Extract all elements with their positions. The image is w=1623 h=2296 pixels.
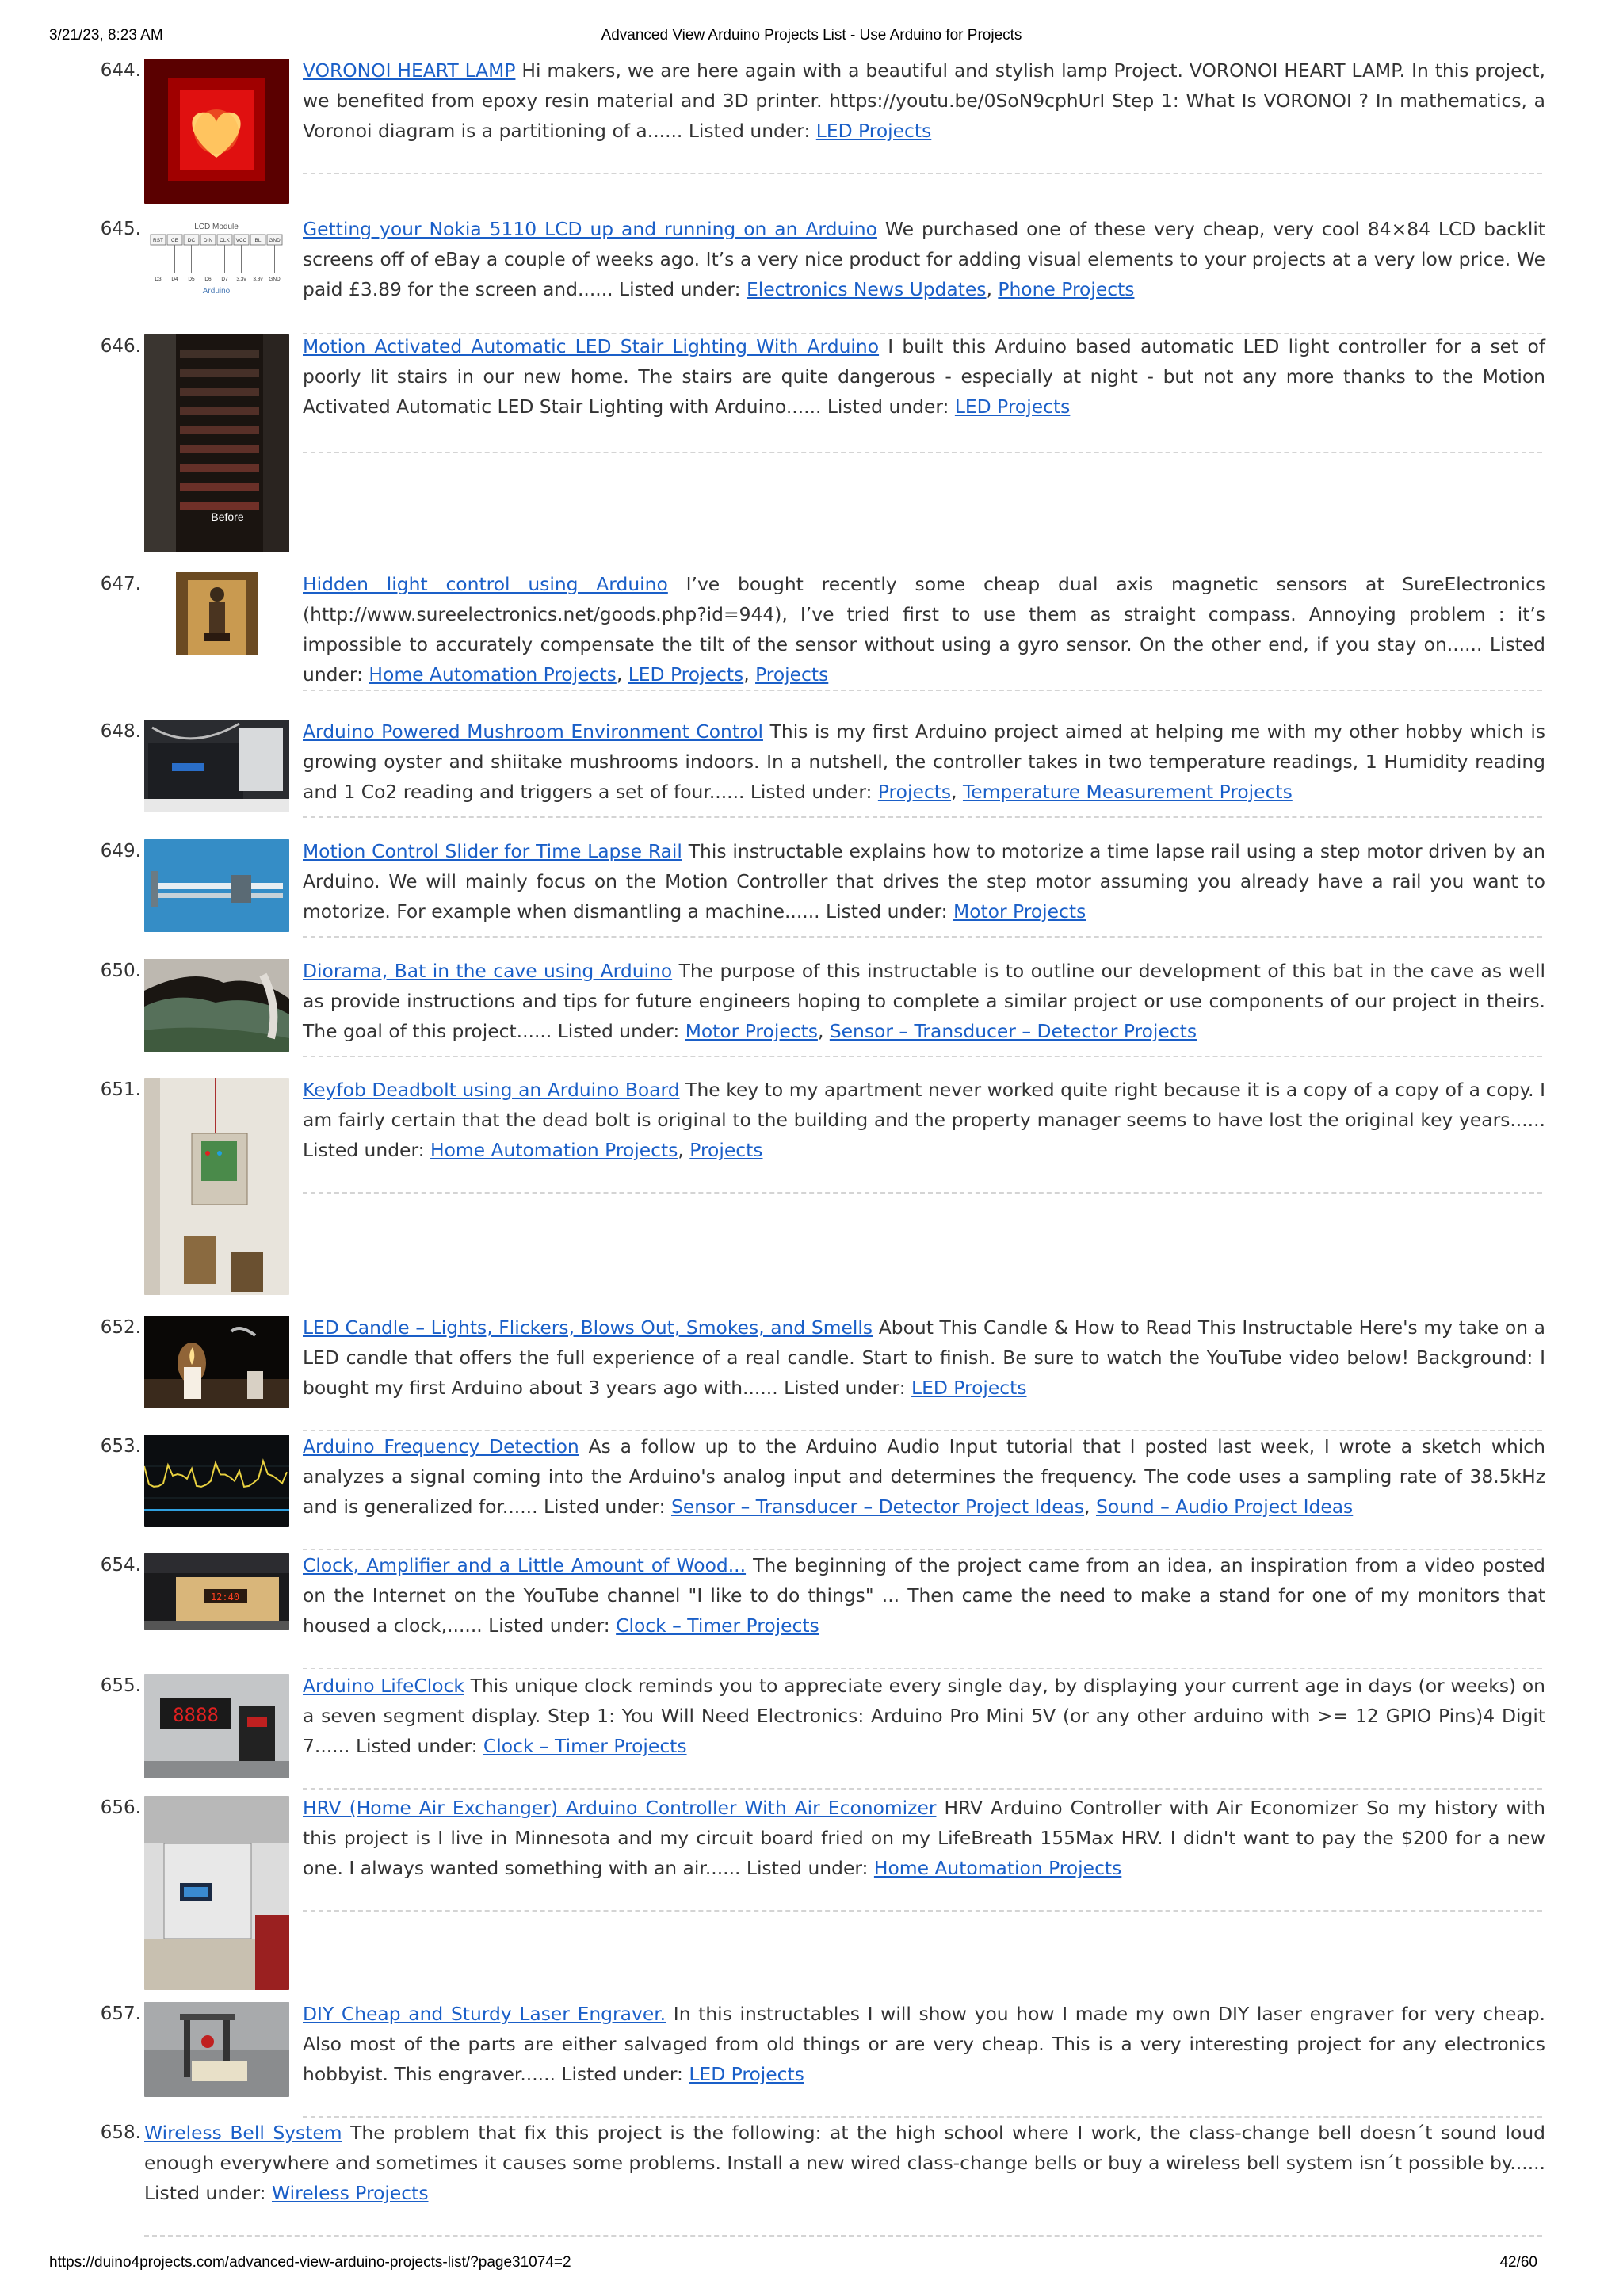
- item-text: [303, 1999, 1545, 2089]
- category-link[interactable]: LED Projects: [954, 395, 1071, 418]
- item-separator: [303, 1910, 1542, 1912]
- print-url: https://duino4projects.com/advanced-view-arduino-projects-list/?page31074=2: [49, 2254, 571, 2271]
- project-description: The purpose of this instructable is to outline our development of this bat in the cave as well as provide instructions and tips for future engineers hoping to complete a similar project or use components of our project in theirs. The goal of this project......: [303, 960, 1545, 1042]
- item-text: [303, 569, 1545, 690]
- item-number: 645.: [100, 219, 141, 239]
- project-thumbnail[interactable]: [144, 2002, 289, 2097]
- item-separator: [144, 2235, 1542, 2237]
- project-description: We purchased one of these very cheap, very cool 84×84 LCD backlit screens off of eBay a couple of weeks ago. It’s a very nice product for adding visual elements to your projects at a very low price. We paid £3.89 for the screen and......: [303, 218, 1545, 300]
- item-number: 653.: [100, 1436, 141, 1457]
- svg-text:12:40: 12:40: [210, 1591, 240, 1603]
- item-text: [303, 956, 1545, 1046]
- category-link[interactable]: LED Projects: [689, 2063, 804, 2085]
- item-separator: [303, 1192, 1542, 1194]
- project-description: As a follow up to the Arduino Audio Input tutorial that I posted last week, I wrote a sketch which analyzes a signal coming into the Arduino's analog input and determines the frequency. The code uses a sampling rate of 38.5kHz and is generalized for......: [303, 1435, 1545, 1518]
- svg-text:8888: 8888: [173, 1704, 219, 1726]
- item-text: [303, 1312, 1545, 1403]
- thumb-caption: Before: [211, 510, 244, 523]
- category-separator: ,: [986, 278, 999, 300]
- project-title-link[interactable]: Arduino Powered Mushroom Environment Control: [303, 720, 763, 743]
- svg-text:CE: CE: [170, 238, 179, 243]
- project-description: I’ve bought recently some cheap dual axis magnetic sensors at SureElectronics (http://www.sureelectronics.net/goods.php?id=944), I’ve tried first to use them as straight compass. Annoying problem : it’s impossible to accurately compensate the tilt of the sensor without using a gyro sensor. On the other end, if you stay on......: [303, 573, 1545, 655]
- category-separator: ,: [678, 1139, 690, 1161]
- item-text: [303, 716, 1545, 807]
- item-number: 657.: [100, 2004, 141, 2024]
- item-number: 650.: [100, 961, 141, 981]
- item-number: 646.: [100, 336, 141, 357]
- item-text: [144, 2118, 1545, 2208]
- category-link[interactable]: Sensor – Transducer – Detector Project Ideas: [670, 1496, 1085, 1518]
- item-separator: [303, 452, 1542, 453]
- svg-text:DIN: DIN: [203, 238, 213, 243]
- category-separator: ,: [951, 781, 963, 803]
- svg-text:D4: D4: [171, 277, 178, 282]
- project-title-link[interactable]: Hidden light control using Arduino: [303, 573, 668, 595]
- category-link[interactable]: Projects: [689, 1139, 763, 1161]
- print-page-number: 42/60: [1499, 2254, 1537, 2271]
- svg-text:3.3v: 3.3v: [236, 277, 246, 282]
- project-title-link[interactable]: Keyfob Deadbolt using an Arduino Board: [303, 1079, 680, 1101]
- listed-under-label: Listed under:: [488, 1614, 617, 1637]
- project-title-link[interactable]: Diorama, Bat in the cave using Arduino: [303, 960, 673, 982]
- svg-text:VCC: VCC: [235, 238, 247, 243]
- item-text: [303, 331, 1545, 422]
- project-title-link[interactable]: HRV (Home Air Exchanger) Arduino Controller With Air Economizer: [303, 1797, 937, 1819]
- project-description: I built this Arduino based automatic LED light controller for a set of poorly lit stairs in our new home. The stairs are quite dangerous - especially at night - but not any more thanks to the Motion Activated Automatic LED Stair Lighting with Arduino......: [303, 335, 1545, 418]
- item-separator: [303, 1056, 1542, 1057]
- category-separator: ,: [817, 1020, 830, 1042]
- listed-under-label: Listed under:: [619, 278, 747, 300]
- project-title-link[interactable]: Wireless Bell System: [144, 2122, 342, 2144]
- svg-text:GND: GND: [269, 277, 281, 282]
- project-thumbnail[interactable]: [144, 1674, 289, 1778]
- category-link[interactable]: Projects: [877, 781, 952, 803]
- item-number: 648.: [100, 721, 141, 742]
- project-description: This instructable explains how to motorize a time lapse rail using a step motor driven by an Arduino. We will mainly focus on the Motion Controller that drives the step motor assuming you already have a rail you want to motorize. For example when dismantling a machine......: [303, 840, 1545, 923]
- item-separator: [303, 1788, 1542, 1790]
- project-title-link[interactable]: LED Candle – Lights, Flickers, Blows Out, Smokes, and Smells: [303, 1316, 873, 1339]
- project-description: Hi makers, we are here again with a beautiful and stylish lamp Project. VORONOI HEART LAMP. In this project, we benefited from epoxy resin material and 3D printer. https://youtu.be/0SoN9cphUrI Step 1: What Is VORONOI ? In mathematics, a Voronoi diagram is a partitioning of a......: [303, 59, 1545, 142]
- svg-text:3.3v: 3.3v: [253, 277, 263, 282]
- listed-under-label: Listed under:: [826, 900, 954, 923]
- category-link[interactable]: Motor Projects: [953, 900, 1086, 923]
- category-link[interactable]: Electronics News Updates: [747, 278, 987, 300]
- category-separator: ,: [1084, 1496, 1096, 1518]
- item-number: 654.: [100, 1555, 141, 1576]
- project-thumbnail[interactable]: [144, 839, 289, 932]
- project-title-link[interactable]: Motion Control Slider for Time Lapse Rail: [303, 840, 682, 862]
- listed-under-label: Listed under:: [543, 1496, 671, 1518]
- category-link[interactable]: Home Automation Projects: [873, 1857, 1122, 1879]
- item-text: [303, 55, 1545, 146]
- listed-under-label: Listed under:: [303, 633, 1545, 686]
- listed-under-label: Listed under:: [144, 2182, 272, 2204]
- category-link[interactable]: Projects: [755, 663, 829, 686]
- project-description: This is my first Arduino project aimed at helping me with my other hobby which is growing oyster and shiitake mushrooms indoors. In a nutshell, the controller takes in two temperature readings, 1 Humidity reading and 1 Co2 reading and triggers a set of four......: [303, 720, 1546, 803]
- svg-text:Arduino: Arduino: [202, 287, 231, 296]
- item-text: [303, 1793, 1545, 1883]
- listed-under-label: Listed under:: [827, 395, 955, 418]
- category-link[interactable]: Home Automation Projects: [430, 1139, 678, 1161]
- category-link[interactable]: Clock – Timer Projects: [616, 1614, 819, 1637]
- item-text: [303, 214, 1545, 304]
- listed-under-label: Listed under:: [561, 2063, 689, 2085]
- listed-under-label: Listed under:: [784, 1377, 912, 1399]
- project-description: The problem that fix this project is the following: at the high school where I work, the class-change bell doesn´t sound loud enough everywhere and sometimes it causes some problems. Install a new wired class-change bells or buy a wireless bell system isn´t possible by......: [144, 2122, 1545, 2174]
- listed-under-label: Listed under:: [303, 1139, 430, 1161]
- svg-text:LCD Module: LCD Module: [194, 223, 239, 231]
- project-title-link[interactable]: Motion Activated Automatic LED Stair Lighting With Arduino: [303, 335, 880, 357]
- item-separator: [303, 173, 1542, 174]
- svg-text:D6: D6: [204, 277, 212, 282]
- project-thumbnail[interactable]: [144, 59, 289, 204]
- category-link[interactable]: Clock – Timer Projects: [483, 1735, 687, 1757]
- item-number: 647.: [100, 574, 141, 594]
- listed-under-label: Listed under:: [746, 1857, 874, 1879]
- item-text: [303, 1431, 1545, 1522]
- item-separator: [303, 816, 1542, 818]
- project-thumbnail[interactable]: [144, 572, 289, 655]
- category-link[interactable]: LED Projects: [628, 663, 744, 686]
- project-description: This unique clock reminds you to appreciate every single day, by displaying your current age in days (or weeks) on a seven segment display. Step 1: You Will Need Electronics: Arduino Pro Mini 5V (or any other arduino with >= 12 GPIO Pins)4 Digit 7......: [303, 1675, 1545, 1757]
- listed-under-label: Listed under:: [557, 1020, 685, 1042]
- project-title-link[interactable]: VORONOI HEART LAMP: [303, 59, 516, 82]
- category-link[interactable]: Home Automation Projects: [369, 663, 617, 686]
- category-link[interactable]: Motor Projects: [685, 1020, 818, 1042]
- category-link[interactable]: LED Projects: [815, 120, 932, 142]
- project-thumbnail[interactable]: [144, 217, 289, 304]
- project-thumbnail[interactable]: [144, 1316, 289, 1408]
- project-thumbnail[interactable]: [144, 1435, 289, 1527]
- category-link[interactable]: Sound – Audio Project Ideas: [1095, 1496, 1354, 1518]
- item-number: 651.: [100, 1079, 141, 1100]
- category-link[interactable]: Wireless Projects: [271, 2182, 429, 2204]
- item-number: 655.: [100, 1675, 141, 1696]
- listed-under-label: Listed under:: [750, 781, 878, 803]
- listed-under-label: Listed under:: [355, 1735, 483, 1757]
- project-title-link[interactable]: Getting your Nokia 5110 LCD up and running on an Arduino: [303, 218, 877, 240]
- item-number: 656.: [100, 1797, 141, 1818]
- print-page-title: Advanced View Arduino Projects List - Use Arduino for Projects: [601, 27, 1022, 44]
- item-separator: [303, 1668, 1542, 1669]
- item-text: [303, 1075, 1545, 1165]
- project-description: The key to my apartment never worked quite right because it is a copy of a copy of a copy. I am fairly certain that the dead bolt is original to the building and the property manager seems to have lost the original key years......: [303, 1079, 1545, 1131]
- item-number: 652.: [100, 1317, 141, 1338]
- category-link[interactable]: Phone Projects: [998, 278, 1135, 300]
- item-text: [303, 836, 1545, 926]
- project-description: About This Candle & How to Read This Instructable Here's my take on a LED candle that offers the full experience of a real candle. Start to finish. Be sure to watch the YouTube video below! Background: I bought my first Arduino about 3 years ago with......: [303, 1316, 1545, 1399]
- svg-text:RST: RST: [153, 238, 163, 243]
- item-text: [303, 1671, 1545, 1761]
- project-thumbnail[interactable]: [144, 1078, 289, 1295]
- svg-text:DC: DC: [187, 238, 196, 243]
- project-thumbnail[interactable]: [144, 959, 289, 1052]
- item-number: 658.: [100, 2122, 141, 2143]
- print-footer: [0, 2254, 1623, 2286]
- item-separator: [303, 936, 1542, 938]
- category-link[interactable]: Temperature Measurement Projects: [962, 781, 1293, 803]
- svg-text:BL: BL: [254, 238, 262, 243]
- svg-text:D3: D3: [155, 277, 162, 282]
- project-title-link[interactable]: Arduino Frequency Detection: [303, 1435, 579, 1457]
- project-thumbnail[interactable]: [144, 720, 289, 812]
- project-title-link[interactable]: Clock, Amplifier and a Little Amount of Wood...: [303, 1554, 747, 1576]
- item-number: 649.: [100, 841, 141, 861]
- project-thumbnail[interactable]: [144, 1796, 289, 1990]
- print-datetime: 3/21/23, 8:23 AM: [49, 27, 163, 44]
- item-text: [303, 1550, 1545, 1641]
- project-title-link[interactable]: DIY Cheap and Sturdy Laser Engraver.: [303, 2003, 666, 2025]
- category-separator: ,: [616, 663, 628, 686]
- item-separator: [303, 690, 1542, 691]
- listed-under-label: Listed under:: [688, 120, 816, 142]
- category-separator: ,: [743, 663, 756, 686]
- svg-text:CLK: CLK: [220, 238, 230, 243]
- project-description: The beginning of the project came from an idea, an inspiration from a video posted on the Internet on the YouTube channel "I like to do things" ... Then came the need to make a stand for one of my monitors that housed a clock,......: [303, 1554, 1546, 1637]
- item-number: 644.: [100, 60, 141, 81]
- project-description: In this instructables I will show you how I made my own DIY laser engraver for very cheap. Also most of the parts are either salvaged from old things or are very cheap. This is a very interesting project for any electronics hobbyist. This engraver......: [303, 2003, 1545, 2085]
- project-description: HRV Arduino Controller with Air Economizer So my history with this project is I live in Minnesota and my circuit board fried on my LifeBreath 155Max HRV. I didn't want to pay the $200 for a new one. I always wanted something with an air......: [303, 1797, 1545, 1879]
- category-link[interactable]: LED Projects: [911, 1377, 1027, 1399]
- svg-text:GND: GND: [269, 238, 281, 243]
- project-title-link[interactable]: Arduino LifeClock: [303, 1675, 464, 1697]
- svg-text:D7: D7: [221, 277, 228, 282]
- project-thumbnail[interactable]: [144, 1553, 289, 1630]
- project-thumbnail[interactable]: [144, 334, 289, 552]
- category-link[interactable]: Sensor – Transducer – Detector Projects: [829, 1020, 1197, 1042]
- svg-text:D5: D5: [188, 277, 195, 282]
